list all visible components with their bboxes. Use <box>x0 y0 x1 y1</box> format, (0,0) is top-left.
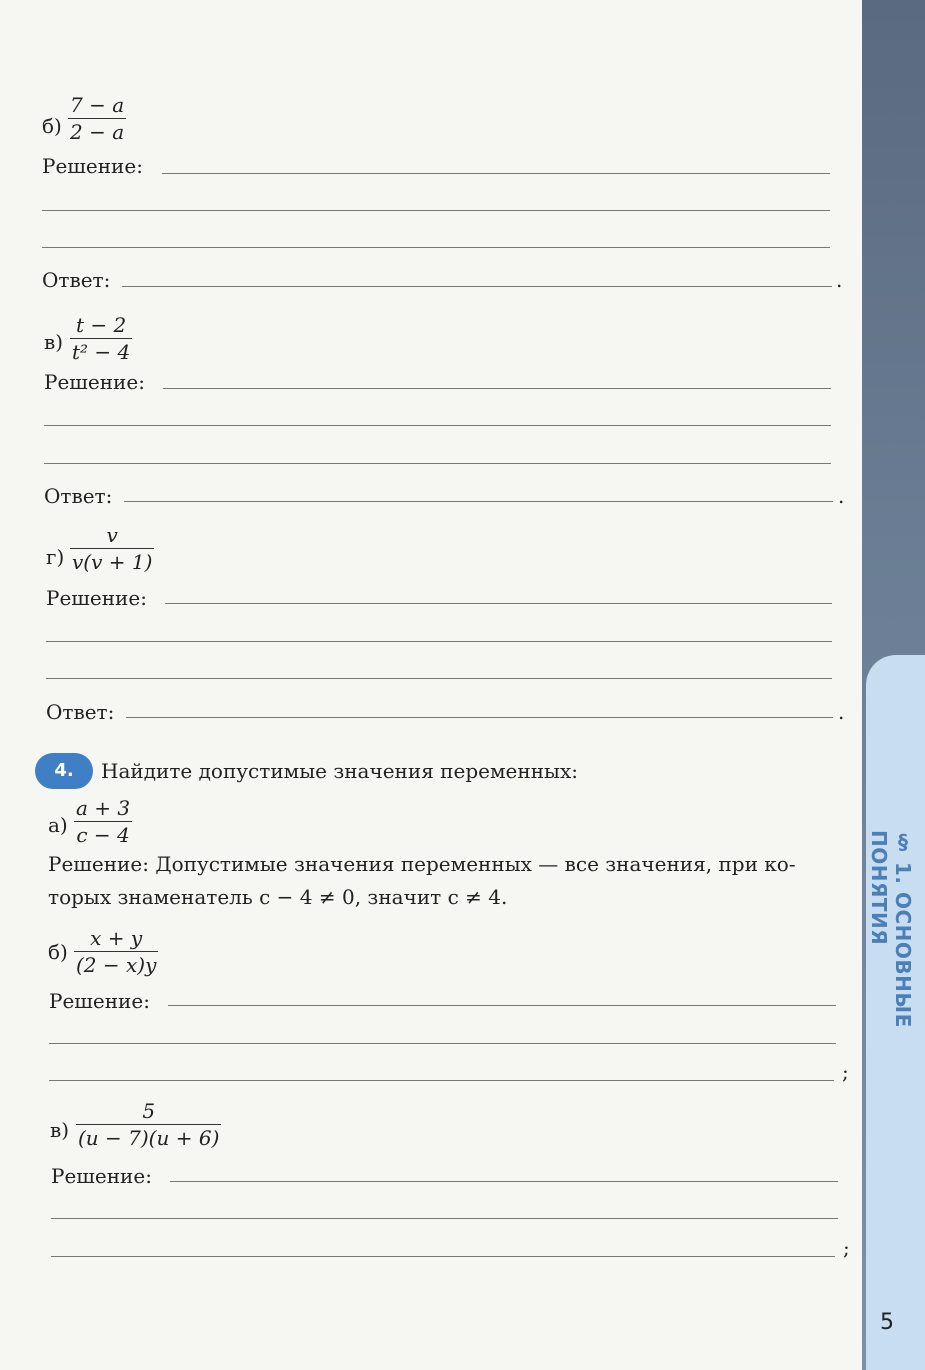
writing-line[interactable] <box>51 1256 835 1257</box>
task4-b-letter: б) <box>48 940 68 964</box>
solution-label: Решение: <box>42 154 143 178</box>
writing-line[interactable] <box>49 1043 836 1044</box>
semicolon-mark: ; <box>842 1060 849 1084</box>
fraction-numerator: 7 − a <box>70 93 125 117</box>
fraction-denominator: (2 − x)y <box>76 953 157 977</box>
task4-a-letter: а) <box>48 813 68 837</box>
fraction-numerator: x + y <box>74 925 158 952</box>
fraction-denominator: v(v + 1) <box>72 550 153 574</box>
fraction-numerator: v <box>70 522 154 549</box>
task4-a-solution-line2: торых знаменатель c − 4 ≠ 0, значит c ≠ 4. <box>48 885 508 909</box>
fraction-numerator: 5 <box>76 1098 221 1125</box>
writing-line[interactable] <box>49 1080 834 1081</box>
task4-v-fraction <box>76 1098 221 1151</box>
period-mark: . <box>838 484 845 508</box>
solution-label: Решение: <box>49 989 150 1013</box>
writing-line[interactable] <box>46 641 832 642</box>
writing-line[interactable] <box>170 1181 838 1182</box>
solution-label: Решение: <box>46 586 147 610</box>
task-heading: Найдите допустимые значения переменных: <box>101 759 578 783</box>
writing-line[interactable] <box>42 247 830 248</box>
page-number: 5 <box>880 1310 894 1335</box>
writing-line[interactable] <box>44 425 831 426</box>
task4-v-letter: в) <box>50 1118 70 1142</box>
part-g-fraction <box>70 522 154 575</box>
writing-line[interactable] <box>44 463 831 464</box>
solution-label: Решение: <box>44 370 145 394</box>
answer-label: Ответ: <box>42 268 111 292</box>
part-v-letter: в) <box>44 330 64 354</box>
writing-line[interactable] <box>168 1005 836 1006</box>
period-mark: . <box>836 268 843 292</box>
writing-line[interactable] <box>46 678 832 679</box>
answer-line[interactable] <box>124 501 833 502</box>
solution-label: Решение: <box>51 1164 152 1188</box>
part-b-fraction <box>68 92 126 145</box>
part-g-letter: г) <box>46 545 65 569</box>
task4-a-solution-line1: Решение: Допустимые значения переменных — все значения, при ко- <box>48 852 796 876</box>
part-v-fraction <box>70 312 132 365</box>
task-number-badge: 4. <box>35 753 93 789</box>
section-title: § 1. ОСНОВНЫЕ ПОНЯТИЯ <box>867 830 915 1028</box>
writing-line[interactable] <box>51 1218 838 1219</box>
fraction-denominator: t² − 4 <box>72 340 131 364</box>
writing-line[interactable] <box>165 603 832 604</box>
answer-label: Ответ: <box>46 700 115 724</box>
answer-line[interactable] <box>122 286 832 287</box>
period-mark: . <box>838 700 845 724</box>
answer-line[interactable] <box>126 717 833 718</box>
writing-line[interactable] <box>162 173 830 174</box>
writing-line[interactable] <box>42 210 830 211</box>
writing-line[interactable] <box>163 388 831 389</box>
fraction-denominator: (u − 7)(u + 6) <box>78 1126 220 1150</box>
fraction-denominator: 2 − a <box>70 120 125 144</box>
task4-b-fraction <box>74 925 158 978</box>
semicolon-mark: ; <box>843 1236 850 1260</box>
answer-label: Ответ: <box>44 484 113 508</box>
fraction-numerator: a + 3 <box>76 796 131 820</box>
task4-a-fraction <box>74 795 132 848</box>
fraction-denominator: c − 4 <box>76 823 130 847</box>
fraction-numerator: t − 2 <box>70 312 132 339</box>
part-b-letter: б) <box>42 114 62 138</box>
